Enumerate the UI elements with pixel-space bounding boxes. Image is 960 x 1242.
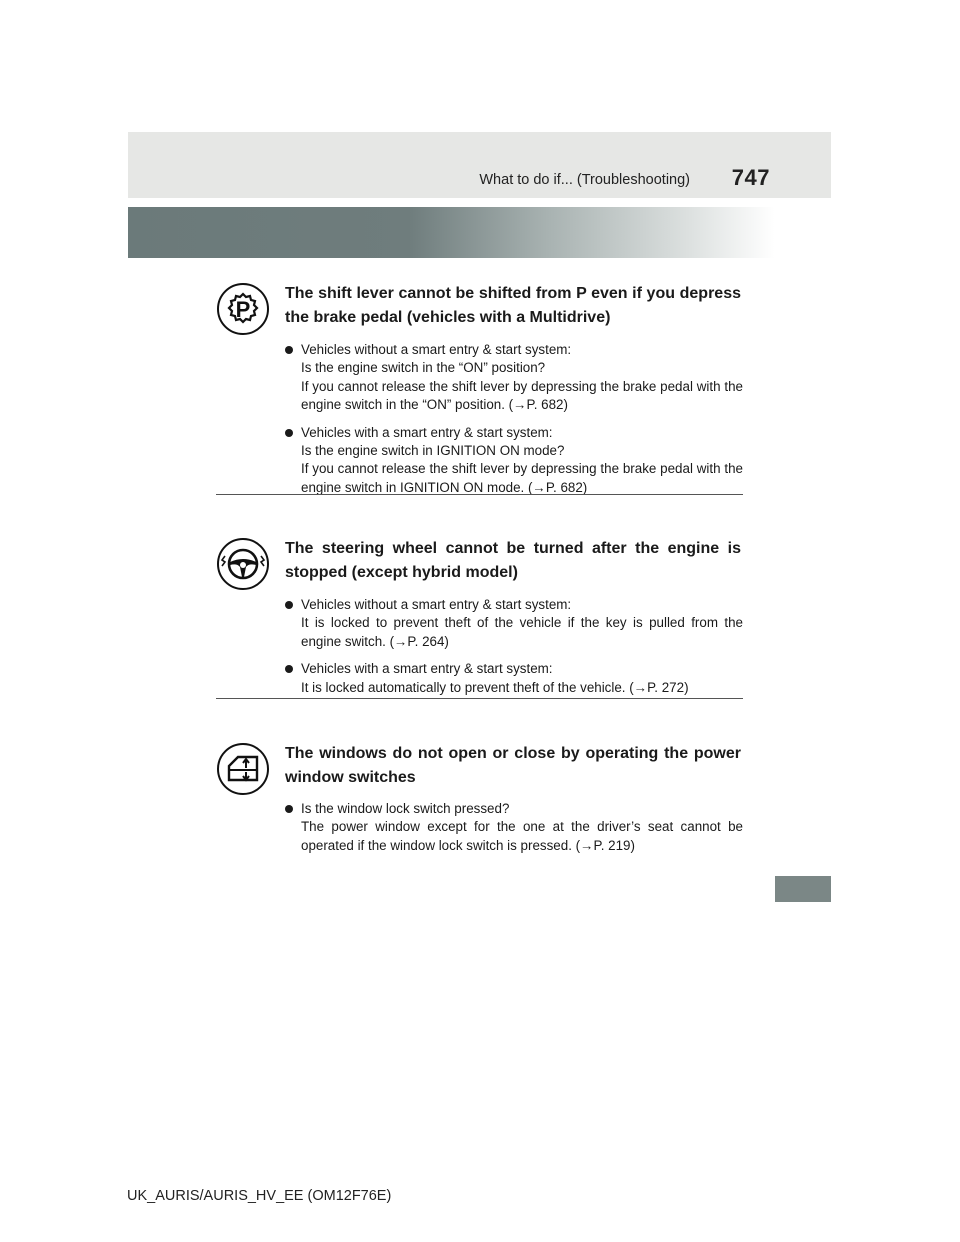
list-item (285, 424, 743, 498)
list-item (285, 596, 743, 651)
bullet-line: The power window except for the one at the driver’s seat cannot be operated if the window lock switch is pressed. (→P. 219) (301, 819, 743, 853)
bullet-list (285, 800, 743, 864)
bullet-line: Vehicles with a smart entry & start system: (301, 661, 553, 677)
chapter-side-tab (775, 876, 831, 902)
bullet-line: Is the engine switch in IGNITION ON mode? (301, 443, 565, 459)
section-title: The steering wheel cannot be turned after the engine is stopped (except hybrid model) (285, 540, 741, 581)
svg-text:P: P (235, 297, 251, 322)
section-title: The shift lever cannot be shifted from P even if you depress the brake pedal (vehicles with a Multidrive) (285, 285, 741, 326)
bullet-list (285, 596, 743, 706)
bullet-line: Vehicles with a smart entry & start system: (301, 424, 553, 440)
page-number: 747 (731, 165, 770, 190)
footer-code: UK_AURIS/AURIS_HV_EE (OM12F76E) (127, 1188, 392, 1204)
power-window-icon (216, 742, 270, 796)
header-section-title: What to do if... (Troubleshooting) (479, 172, 690, 188)
bullet-line: If you cannot release the shift lever by depressing the brake pedal with the engine switch in IGNITION ON mode. (→P. 682) (301, 461, 743, 495)
bullet-dot-icon (285, 429, 293, 437)
section-divider (216, 494, 743, 495)
bullet-line: Vehicles without a smart entry & start system: (301, 342, 572, 357)
bullet-dot-icon (285, 805, 293, 813)
list-item (285, 660, 743, 697)
steering-lock-icon (216, 537, 270, 591)
bullet-line: Is the engine switch in the “ON” position? (301, 360, 546, 376)
bullet-list (285, 341, 743, 506)
bullet-line: Vehicles without a smart entry & start system: (301, 597, 572, 612)
list-item (285, 800, 743, 855)
section-divider (216, 698, 743, 699)
bullet-dot-icon (285, 665, 293, 673)
chapter-gradient-band (128, 207, 831, 258)
bullet-line: Is the window lock switch pressed? (301, 801, 510, 816)
shift-lock-p-icon (216, 282, 270, 336)
bullet-line: It is locked automatically to prevent theft of the vehicle. (→P. 272) (301, 679, 689, 695)
bullet-line: If you cannot release the shift lever by depressing the brake pedal with the engine switch in the “ON” position. (→P. 682) (301, 378, 743, 413)
list-item (285, 341, 743, 415)
bullet-dot-icon (285, 346, 293, 354)
bullet-line: It is locked to prevent theft of the vehicle if the key is pulled from the engine switch. (→P. 264) (301, 615, 743, 649)
bullet-dot-icon (285, 601, 293, 609)
section-title: The windows do not open or close by operating the power window switches (285, 745, 741, 786)
